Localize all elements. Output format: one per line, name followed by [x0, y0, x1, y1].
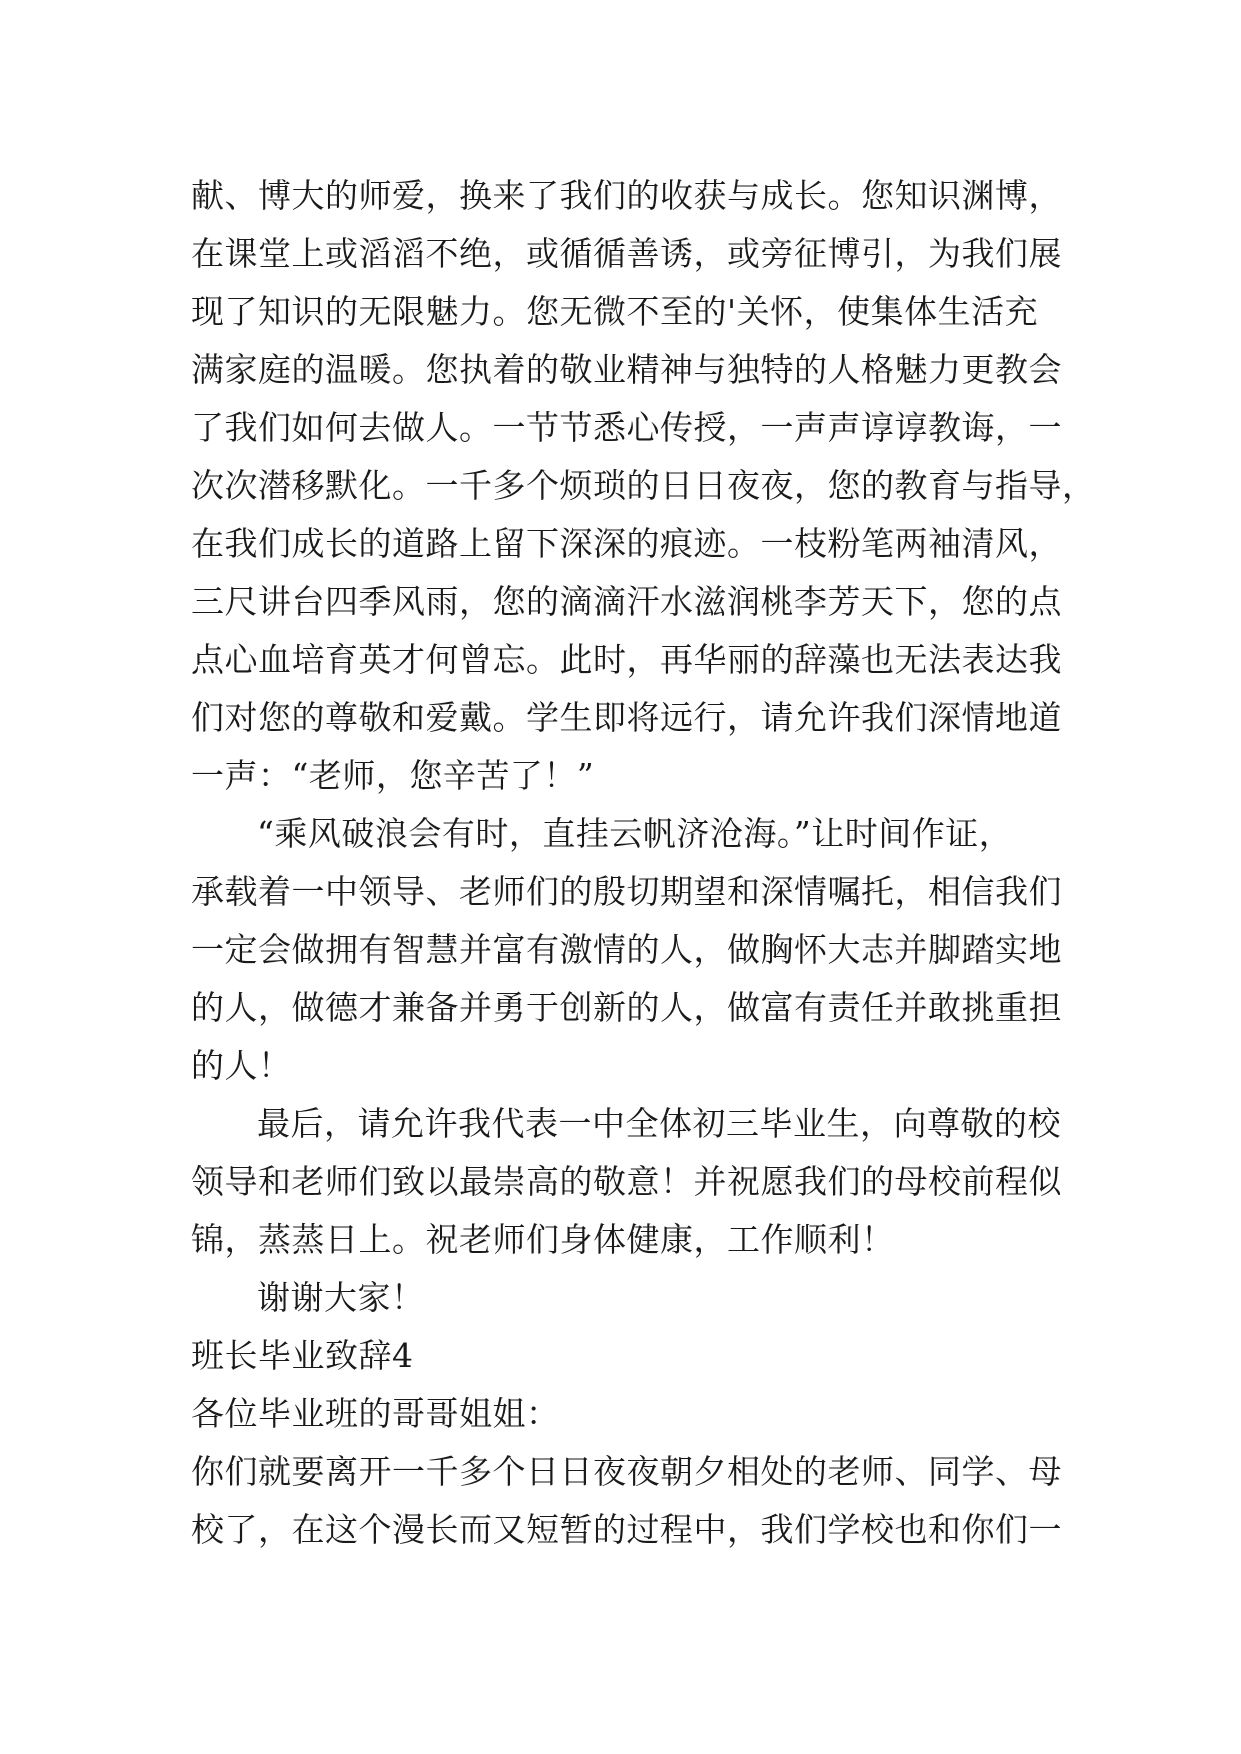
text-line: 你们就要离开一千多个日日夜夜朝夕相处的老师、同学、母	[191, 1452, 1062, 1491]
section-title: 班长毕业致辞4	[191, 1336, 414, 1375]
text-line: 献、博大的师爱，换来了我们的收获与成长。您知识渊博，	[191, 176, 1062, 215]
text-line: 三尺讲台四季风雨，您的滴滴汗水滋润桃李芳天下，您的点	[191, 582, 1062, 621]
text-line: 校了，在这个漫长而又短暂的过程中，我们学校也和你们一	[191, 1510, 1062, 1549]
text-line: 次次潜移默化。一千多个烦琐的日日夜夜，您的教育与指导，	[191, 466, 1096, 505]
salutation-line: 各位毕业班的哥哥姐姐：	[191, 1394, 560, 1433]
text-line: 锦，蒸蒸日上。祝老师们身体健康，工作顺利！	[191, 1220, 895, 1259]
text-line: 的人！	[191, 1046, 292, 1085]
text-line: 在课堂上或滔滔不绝，或循循善诱，或旁征博引，为我们展	[191, 234, 1062, 273]
text-line: 们对您的尊敬和爱戴。学生即将远行，请允许我们深情地道	[191, 698, 1062, 737]
text-line: 在我们成长的道路上留下深深的痕迹。一枝粉笔两袖清风，	[191, 524, 1062, 563]
text-line: 现了知识的无限魅力。您无微不至的'关怀，使集体生活充	[191, 292, 1039, 331]
text-line: 一声：“老师，您辛苦了！”	[191, 756, 595, 795]
text-line: 满家庭的温暖。您执着的敬业精神与独特的人格魅力更教会	[191, 350, 1062, 389]
text-line: 点心血培育英才何曾忘。此时，再华丽的辞藻也无法表达我	[191, 640, 1062, 679]
text-line: 承载着一中领导、老师们的殷切期望和深情嘱托，相信我们	[191, 872, 1062, 911]
paragraph-start-line: 最后，请允许我代表一中全体初三毕业生，向尊敬的校	[257, 1104, 1061, 1143]
text-line: 的人，做德才兼备并勇于创新的人，做富有责任并敢挑重担	[191, 988, 1062, 1027]
closing-line: 谢谢大家！	[257, 1278, 425, 1317]
paragraph-start-line: “乘风破浪会有时，直挂云帆济沧海。”让时间作证，	[257, 814, 1013, 853]
text-line: 一定会做拥有智慧并富有激情的人，做胸怀大志并脚踏实地	[191, 930, 1062, 969]
text-line: 了我们如何去做人。一节节悉心传授，一声声谆谆教诲，一	[191, 408, 1062, 447]
text-line: 领导和老师们致以最崇高的敬意！并祝愿我们的母校前程似	[191, 1162, 1062, 1201]
